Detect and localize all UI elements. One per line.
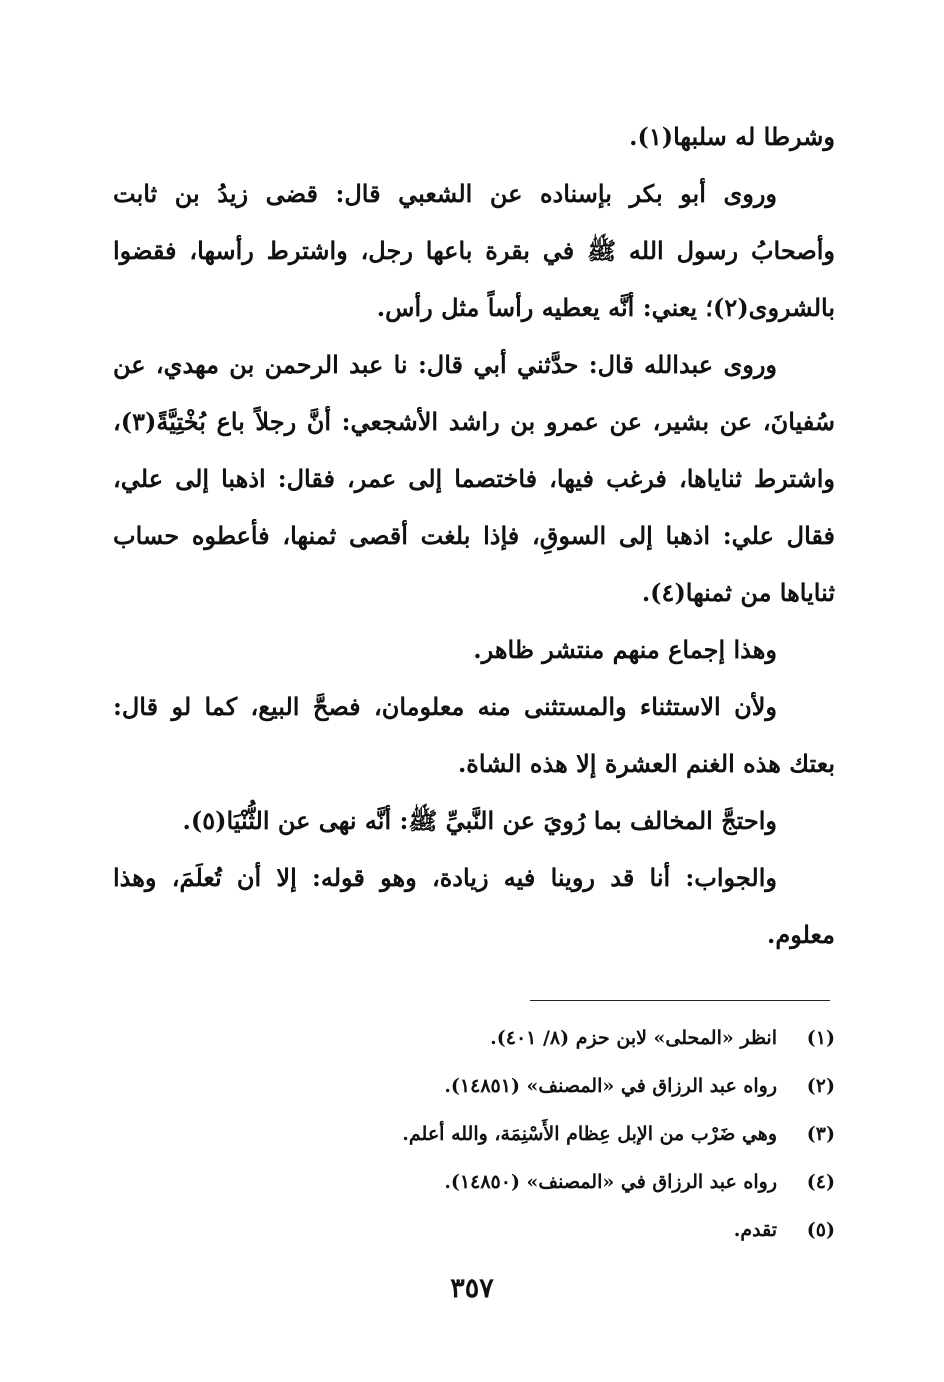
footnote-text: انظر «المحلى» لابن حزم (٨/ ٤٠١). [490, 1027, 777, 1049]
footnotes [113, 1014, 835, 1254]
footnote-text: تقدم. [733, 1219, 777, 1241]
paragraph-3: وروى عبدالله قال: حدَّثني أبي قال: نا عبد الرحمن بن مهدي، عن سُفيانَ، عن بشير، عن عمرو بن راشد الأشجعي: أنَّ رجلاً باع بُخْتِيَّةً(٣)، واشترط ثناياها، فرغب فيها، فاختصما إلى عمر، فقال: اذهبا إلى علي، فقال علي: اذهبا إلى السوقِ، فإذا بلغت أقصى ثمنها، فأعطوه حساب ثناياها من ثمنها(٤). [113, 350, 836, 607]
paragraph-2: وروى أبو بكر بإسناده عن الشعبي قال: قضى زيدُ بن ثابت وأصحابُ رسول الله ﷺ في بقرة باعها رجل، واشترط رأسها، فقضوا بالشروى(٢)؛ يعني: أنَّه يعطيه رأساً مثل رأس. [113, 179, 835, 322]
paragraph-1: وشرطا له سلبها(١). [629, 122, 835, 151]
page-number: ٣٥٧ [450, 1273, 494, 1304]
footnote-number: (٤) [806, 1171, 835, 1193]
footnote-number: (١) [806, 1027, 835, 1049]
footnote-number: (٥) [806, 1219, 835, 1241]
paragraph-5: ولأن الاستثناء والمستثنى منه معلومان، فصحَّ البيع، كما لو قال: بعتك هذه الغنم العشرة إلا هذه الشاة. [113, 692, 835, 778]
footnote-text: رواه عبد الرزاق في «المصنف» (١٤٨٥٠). [444, 1171, 777, 1193]
footnote-text: وهي ضَرْب من الإبل عِظام الأَسْنِمَة، والله أعلم. [402, 1123, 777, 1145]
paragraph-6: واحتجَّ المخالف بما رُويَ عن النَّبيِّ ﷺ: أنَّه نهى عن الثُّنْيَا(٥). [182, 806, 777, 835]
footnote-2 [113, 1062, 835, 1110]
footnote-3 [113, 1110, 835, 1158]
footnote-text: رواه عبد الرزاق في «المصنف» (١٤٨٥١). [444, 1075, 777, 1097]
paragraph-4: وهذا إجماع منهم منتشر ظاهر. [473, 635, 777, 664]
main-text [113, 108, 835, 963]
footnote-number: (٢) [806, 1075, 835, 1097]
footnote-number: (٣) [806, 1123, 835, 1145]
footnote-5 [113, 1206, 835, 1254]
footnote-divider [530, 1000, 830, 1001]
paragraph-7: والجواب: أنا قد روينا فيه زيادة، وهو قوله: إلا أن تُعلَمَ، وهذا معلوم. [113, 863, 835, 949]
footnote-4 [113, 1158, 835, 1206]
footnote-1 [113, 1014, 835, 1062]
